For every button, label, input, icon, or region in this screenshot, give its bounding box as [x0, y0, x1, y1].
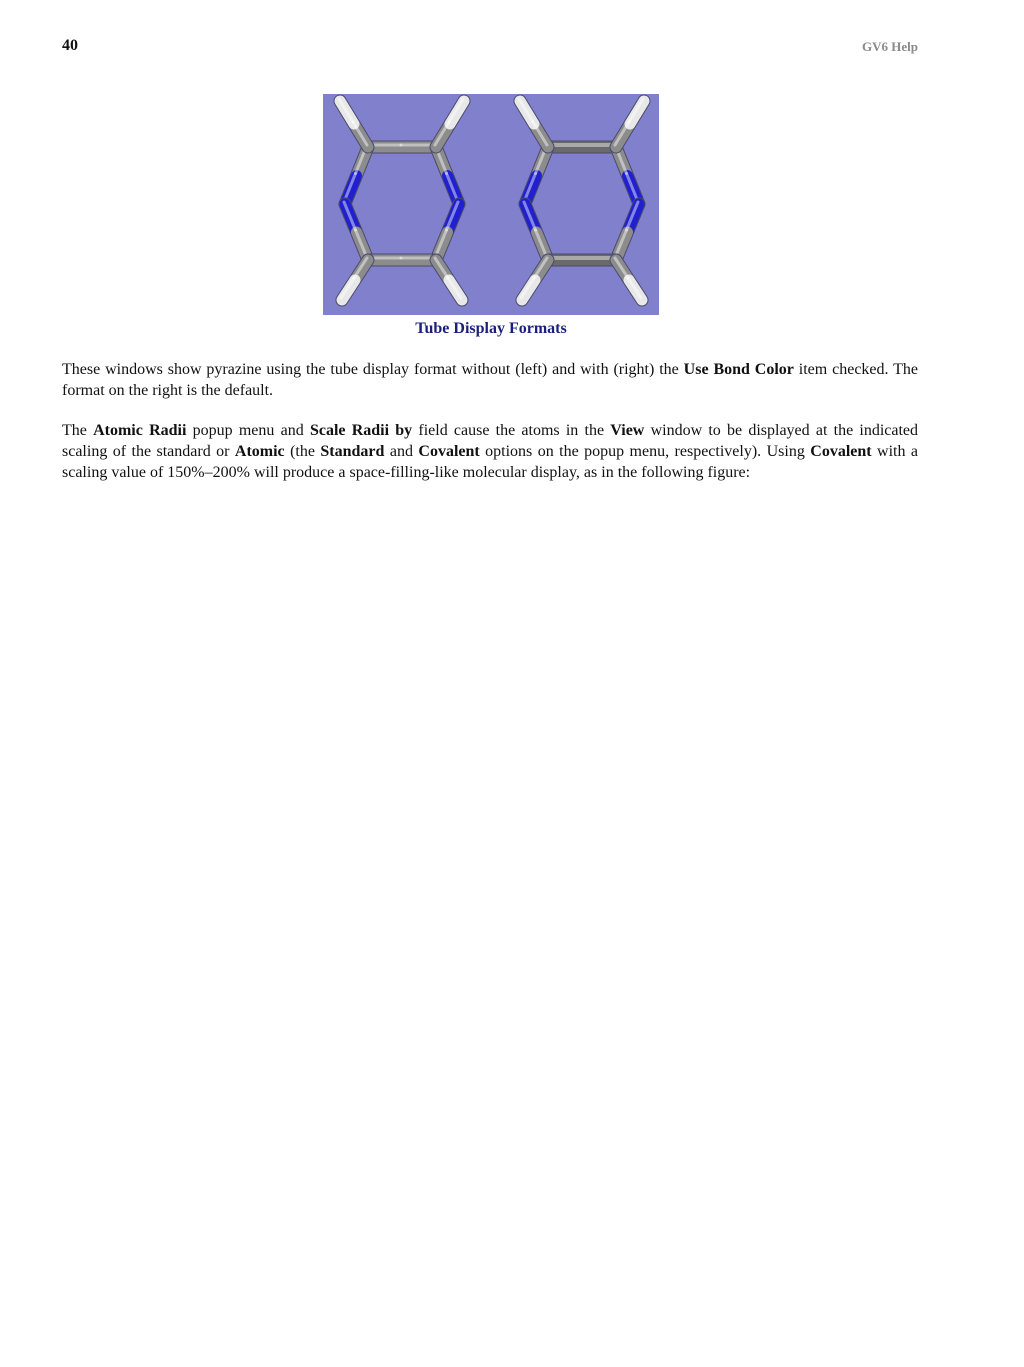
term-scale-radii-by: Scale Radii by: [309, 422, 413, 439]
term-standard: Standard: [320, 443, 385, 460]
term-covalent: Covalent: [418, 443, 480, 460]
paragraph-2: The Atomic Radii popup menu and Scale Radii by field cause the atoms in the View window to be displayed at the indicated scaling of the standard or Atomic (the Standard and Covalent options on the popup menu, respectively). Using Covalent with a scaling value of 150%–200% will produce a space-filling-like molecular display, as in the following figure:: [62, 422, 919, 481]
term-atomic: Atomic: [234, 443, 285, 460]
term-view: View: [610, 422, 645, 439]
paragraph-1: These windows show pyrazine using the tube display format without (left) and with (right) the Use Bond Color item checked. The format on the right is the default.: [62, 361, 919, 399]
pyrazine-tube-figure: [323, 94, 659, 315]
term-atomic-radii: Atomic Radii: [93, 422, 187, 439]
term-covalent-2: Covalent: [810, 443, 872, 460]
page-number: 40: [62, 37, 78, 54]
running-title: GV6 Help: [862, 39, 918, 54]
term-use-bond-color: Use Bond Color: [683, 361, 794, 378]
figure-background: [323, 94, 659, 315]
figure-caption: Tube Display Formats: [415, 320, 567, 337]
molecule-image: [323, 94, 659, 315]
